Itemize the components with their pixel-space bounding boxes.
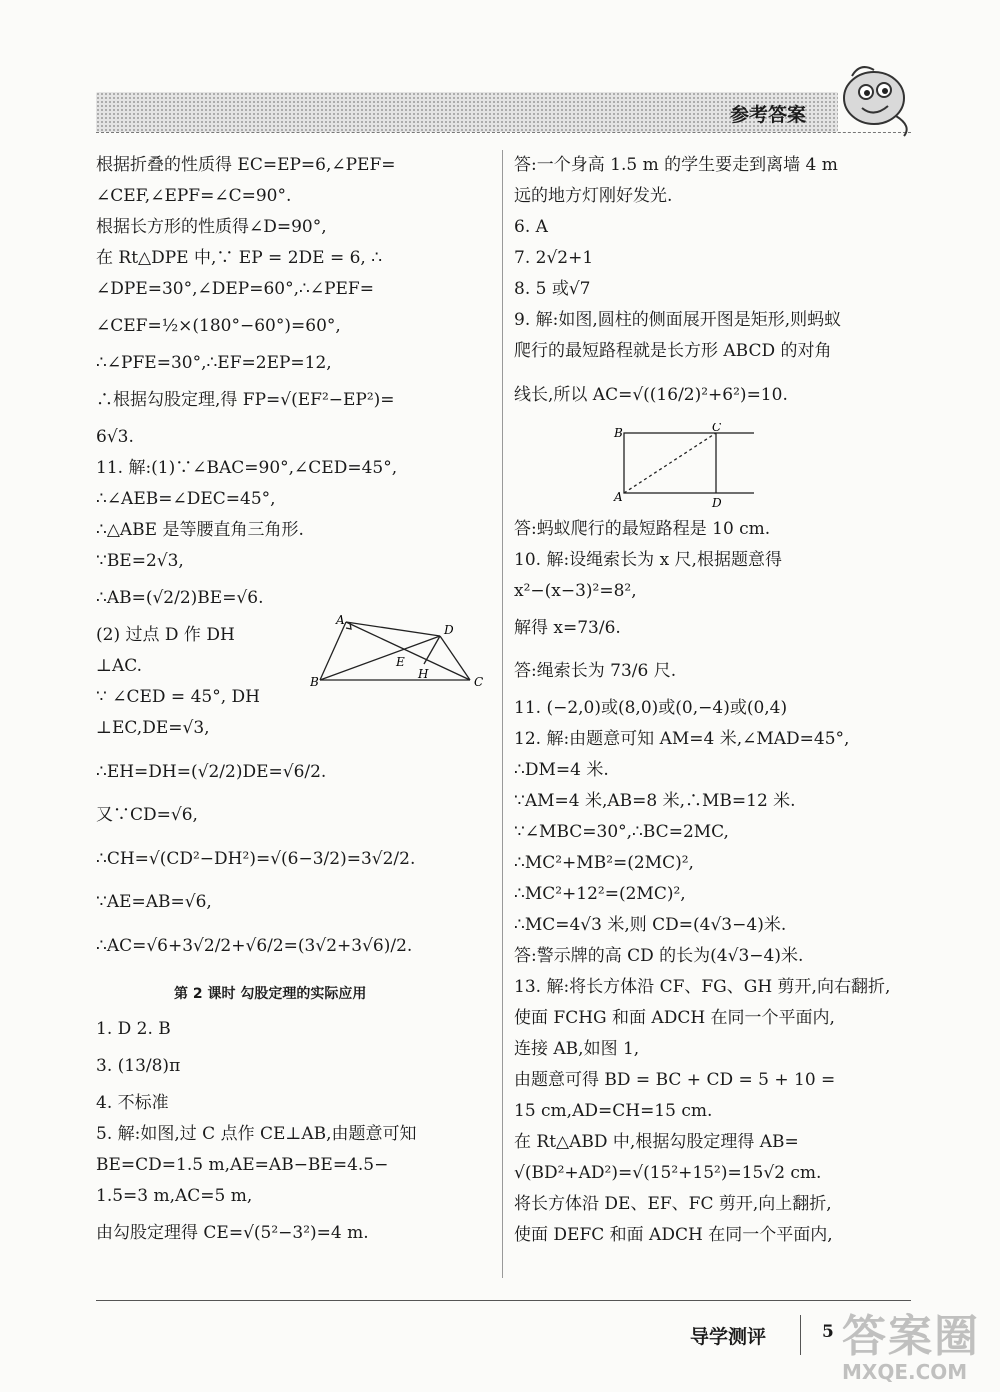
label-A: A bbox=[614, 490, 623, 504]
text-line: 根据长方形的性质得∠D=90°, bbox=[96, 217, 327, 237]
text-line: 8. 5 或√7 bbox=[514, 279, 591, 299]
label-E: E bbox=[396, 655, 405, 669]
header-title: 参考答案 bbox=[730, 104, 807, 126]
text-line: (2) 过点 D 作 DH bbox=[96, 625, 235, 645]
mascot-icon bbox=[834, 56, 922, 140]
text-line: 连接 AB,如图 1, bbox=[514, 1039, 640, 1059]
label-A: A bbox=[336, 614, 345, 627]
triangle-diagram bbox=[310, 614, 490, 694]
text-line: 在 Rt△ABD 中,根据勾股定理得 AB= bbox=[514, 1132, 799, 1152]
text-line: 5. 解:如图,过 C 点作 CE⊥AB,由题意可知 bbox=[96, 1124, 417, 1144]
page-number: 5 bbox=[822, 1322, 834, 1342]
text-line: 答:一个身高 1.5 m 的学生要走到离墙 4 m bbox=[514, 155, 838, 175]
text-line: ∵∠MBC=30°,∴BC=2MC, bbox=[514, 822, 729, 842]
text-line: ∠CEF=½×(180°−60°)=60°, bbox=[96, 316, 341, 336]
text-line: ∴MC²+12²=(2MC)², bbox=[514, 884, 686, 904]
label-D: D bbox=[712, 496, 722, 509]
text-line: 远的地方灯刚好发光. bbox=[514, 186, 673, 206]
text-line: 1.5=3 m,AC=5 m, bbox=[96, 1186, 253, 1206]
left-column bbox=[96, 150, 486, 1255]
text-line: 使面 DEFC 和面 ADCH 在同一个平面内, bbox=[514, 1225, 833, 1245]
text-line: ∴AB=(√2/2)BE=√6. bbox=[96, 588, 264, 608]
text-line: ∵ ∠CED = 45°, DH bbox=[96, 687, 260, 707]
text-line: 爬行的最短路程就是长方形 ABCD 的对角 bbox=[514, 341, 832, 361]
text-line: ⊥EC,DE=√3, bbox=[96, 718, 210, 738]
text-line: 4. 不标准 bbox=[96, 1093, 169, 1113]
text-line: ∴△ABE 是等腰直角三角形. bbox=[96, 520, 304, 540]
text-line: ∠DPE=30°,∠DEP=60°,∴∠PEF= bbox=[96, 279, 374, 299]
text-line: BE=CD=1.5 m,AE=AB−BE=4.5− bbox=[96, 1155, 389, 1175]
text-line: ∴∠PFE=30°,∴EF=2EP=12, bbox=[96, 353, 332, 373]
text-line: ∵AE=AB=√6, bbox=[96, 892, 212, 912]
label-B: B bbox=[310, 675, 319, 689]
text-line: 答:警示牌的高 CD 的长为(4√3−4)米. bbox=[514, 946, 804, 966]
text-line: 6√3. bbox=[96, 427, 134, 447]
text-line: ∵AM=4 米,AB=8 米,∴MB=12 米. bbox=[514, 791, 796, 811]
text-line: 答:绳索长为 73/6 尺. bbox=[514, 661, 677, 681]
text-line: ∴根据勾股定理,得 FP=√(EF²−EP²)= bbox=[96, 390, 395, 410]
text-line: ∠CEF,∠EPF=∠C=90°. bbox=[96, 186, 292, 206]
text-line: 答:蚂蚁爬行的最短路程是 10 cm. bbox=[514, 519, 771, 539]
text-line: 7. 2√2+1 bbox=[514, 248, 594, 268]
text-line: ∴DM=4 米. bbox=[514, 760, 609, 780]
text-line: 9. 解:如图,圆柱的侧面展开图是矩形,则蚂蚁 bbox=[514, 310, 842, 330]
text-line: 10. 解:设绳索长为 x 尺,根据题意得 bbox=[514, 550, 782, 570]
text-line: 13. 解:将长方体沿 CF、FG、GH 剪开,向右翻折, bbox=[514, 977, 891, 997]
watermark bbox=[842, 1300, 992, 1386]
text-line: ⊥AC. bbox=[96, 656, 143, 676]
text-line: 在 Rt△DPE 中,∵ EP = 2DE = 6, ∴ bbox=[96, 248, 383, 268]
text-line: √(BD²+AD²)=√(15²+15²)=15√2 cm. bbox=[514, 1163, 822, 1183]
text-line: 将长方体沿 DE、EF、FC 剪开,向上翻折, bbox=[514, 1194, 832, 1214]
text-line: x²−(x−3)²=8², bbox=[514, 581, 637, 601]
column-divider bbox=[502, 150, 503, 1278]
label-B: B bbox=[614, 426, 623, 440]
text-line: 由题意可得 BD = BC + CD = 5 + 10 = bbox=[514, 1070, 836, 1090]
text-line: ∴CH=√(CD²−DH²)=√(6−3/2)=3√2/2. bbox=[96, 849, 416, 869]
text-line: ∴AC=√6+3√2/2+√6/2=(3√2+3√6)/2. bbox=[96, 936, 413, 956]
label-C: C bbox=[474, 675, 484, 689]
section-title: 第 2 课时 勾股定理的实际应用 bbox=[174, 986, 367, 1002]
text-line: ∴MC²+MB²=(2MC)², bbox=[514, 853, 694, 873]
text-line: 根据折叠的性质得 EC=EP=6,∠PEF= bbox=[96, 155, 396, 175]
text-line: 15 cm,AD=CH=15 cm. bbox=[514, 1101, 713, 1121]
watermark-url: MXQE.COM bbox=[842, 1360, 968, 1384]
footer-rule bbox=[96, 1300, 911, 1301]
text-line: ∴∠AEB=∠DEC=45°, bbox=[96, 489, 276, 509]
text-line: 11. 解:(1)∵∠BAC=90°,∠CED=45°, bbox=[96, 458, 398, 478]
text-line: 1. D 2. B bbox=[96, 1019, 171, 1039]
text-line: 又∵CD=√6, bbox=[96, 805, 198, 825]
text-line: 由勾股定理得 CE=√(5²−3²)=4 m. bbox=[96, 1223, 369, 1243]
figure-quadrilateral bbox=[96, 614, 486, 713]
header-band bbox=[96, 92, 838, 132]
text-line: ∴MC=4√3 米,则 CD=(4√3−4)米. bbox=[514, 915, 787, 935]
footer-separator bbox=[800, 1315, 801, 1355]
header-rule bbox=[96, 132, 911, 133]
text-line: 使面 FCHG 和面 ADCH 在同一个平面内, bbox=[514, 1008, 835, 1028]
footer-title: 导学测评 bbox=[690, 1326, 767, 1348]
text-line: 11. (−2,0)或(8,0)或(0,−4)或(0,4) bbox=[514, 698, 788, 718]
text-line: 3. (13/8)π bbox=[96, 1056, 181, 1076]
text-line: 线长,所以 AC=√((16/2)²+6²)=10. bbox=[514, 385, 788, 405]
rectangle-diagram bbox=[514, 423, 754, 509]
text-line: 12. 解:由题意可知 AM=4 米,∠MAD=45°, bbox=[514, 729, 850, 749]
text-line: 解得 x=73/6. bbox=[514, 618, 621, 638]
label-H: H bbox=[418, 667, 429, 681]
text-line: 6. A bbox=[514, 217, 548, 237]
label-D: D bbox=[444, 623, 454, 637]
text-line: ∵BE=2√3, bbox=[96, 551, 184, 571]
watermark-logo-text: 答案圈 bbox=[842, 1311, 980, 1362]
right-column bbox=[514, 150, 914, 1251]
label-C: C bbox=[712, 423, 722, 434]
text-line: ∴EH=DH=(√2/2)DE=√6/2. bbox=[96, 762, 327, 782]
